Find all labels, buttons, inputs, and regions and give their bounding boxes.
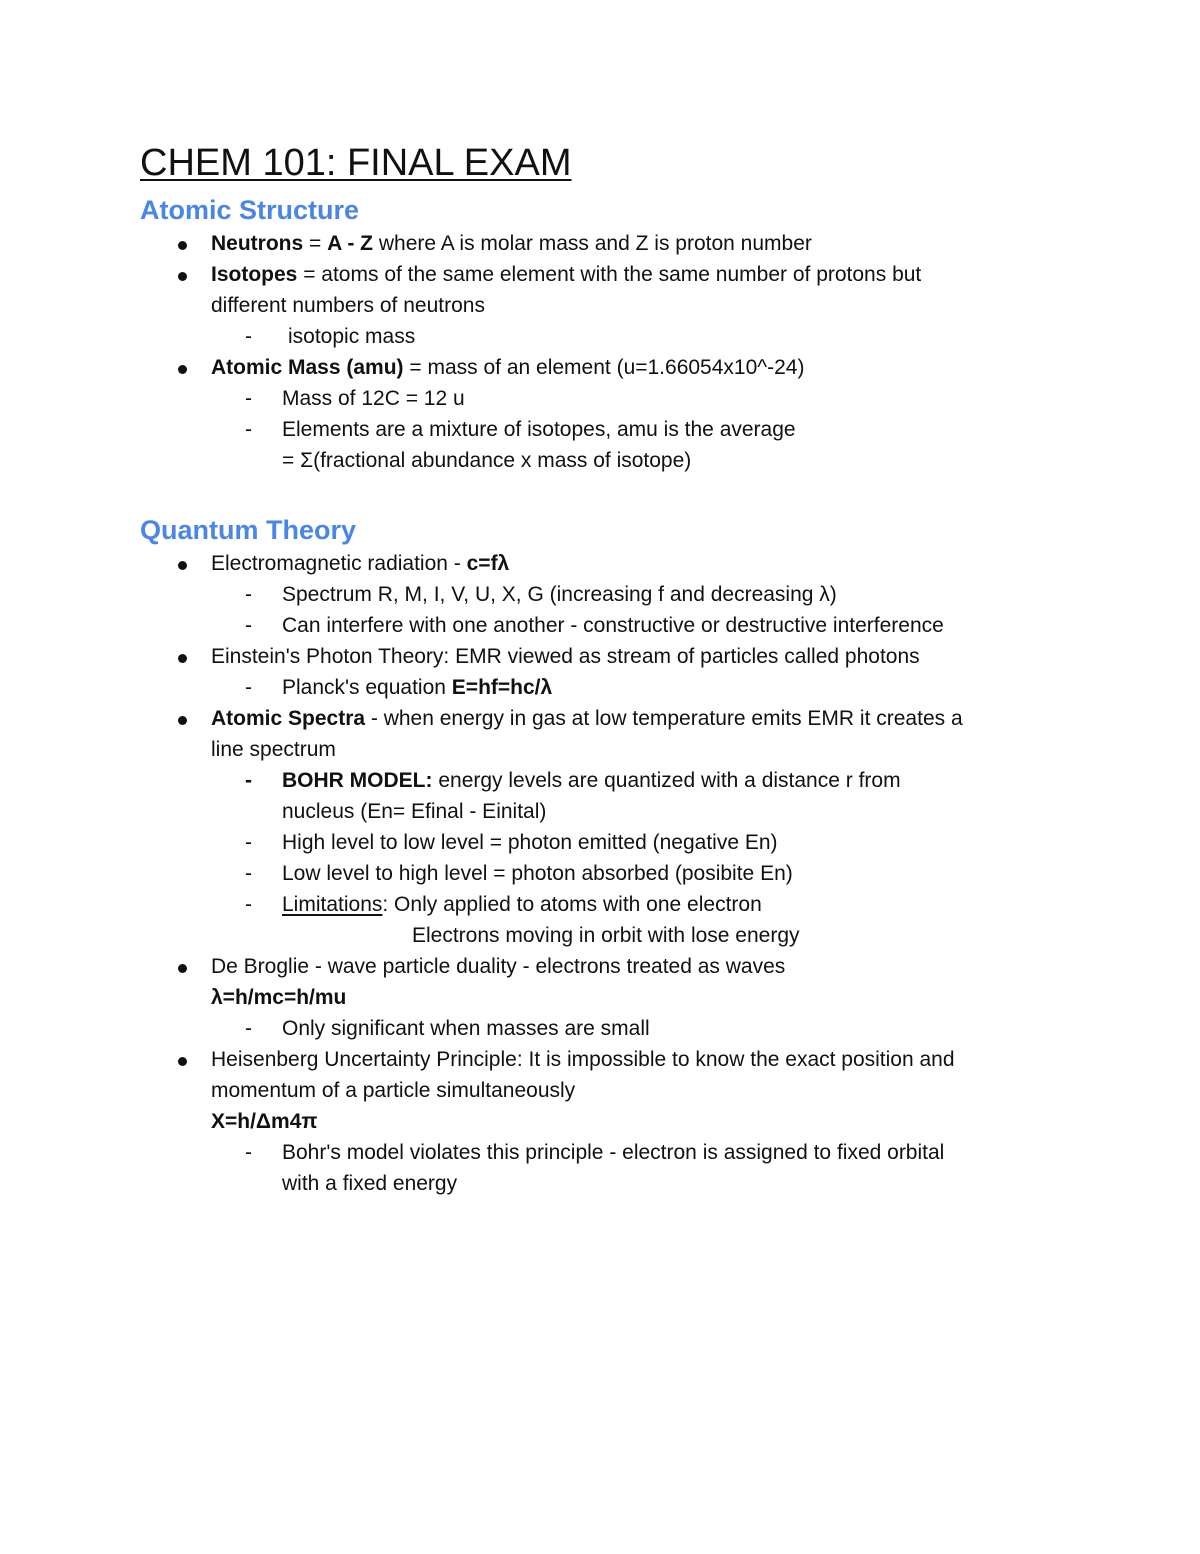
text-high-low: High level to low level = photon emitted (negative En) bbox=[282, 831, 778, 854]
dash-marker: - bbox=[245, 583, 252, 606]
list-item-neutrons bbox=[140, 228, 1070, 259]
sub-item-high-low bbox=[140, 827, 1070, 858]
dash-marker: - bbox=[245, 1141, 252, 1164]
document-page bbox=[140, 140, 1070, 1199]
heading-quantum-theory: Quantum Theory bbox=[140, 515, 357, 545]
dash-marker: - bbox=[245, 893, 252, 916]
list-item-atomic-mass bbox=[140, 352, 1070, 383]
term-isotopes: Isotopes bbox=[211, 263, 298, 286]
text-mixture-formula: = Σ(fractional abundance x mass of isotope) bbox=[282, 449, 692, 472]
text-limitations-cont: Electrons moving in orbit with lose energy bbox=[412, 924, 800, 947]
text-neutrons: where A is molar mass and Z is proton number bbox=[373, 232, 812, 255]
dash-marker: - bbox=[245, 831, 252, 854]
list-item-emr bbox=[140, 548, 1070, 579]
heading-atomic-structure: Atomic Structure bbox=[140, 195, 360, 225]
formula-neutrons: A - Z bbox=[327, 232, 374, 255]
bullet-icon bbox=[178, 1057, 187, 1066]
text-bohr-model-cont: nucleus (En= Efinal - Einital) bbox=[282, 800, 547, 823]
sub-item-planck bbox=[140, 672, 1070, 703]
document-title: CHEM 101: FINAL EXAM bbox=[140, 142, 572, 184]
sub-item-isotopic-mass bbox=[140, 321, 1070, 352]
list-item-isotopes bbox=[140, 259, 1070, 290]
list-item-einstein bbox=[140, 641, 1070, 672]
dash-marker: - bbox=[245, 325, 252, 348]
dash-marker: - bbox=[245, 418, 252, 441]
term-atomic-mass: Atomic Mass (amu) bbox=[211, 356, 404, 379]
text-interfere: Can interfere with one another - constructive or destructive interference bbox=[282, 614, 944, 637]
bullet-icon bbox=[178, 964, 187, 973]
sub-item-spectrum bbox=[140, 579, 1070, 610]
text-atomic-mass: = mass of an element (u=1.66054x10^-24) bbox=[403, 356, 805, 379]
dash-marker: - bbox=[245, 614, 252, 637]
text-equals: = bbox=[303, 232, 328, 255]
text-isotopes-cont: different numbers of neutrons bbox=[211, 294, 485, 317]
dash-marker: - bbox=[245, 769, 252, 792]
text-emr: Electromagnetic radiation - bbox=[211, 552, 467, 575]
text-limitations: : Only applied to atoms with one electron bbox=[382, 893, 762, 916]
text-spectrum: Spectrum R, M, I, V, U, X, G (increasing f and decreasing λ) bbox=[282, 583, 837, 606]
sub-item-low-high bbox=[140, 858, 1070, 889]
text-low-high: Low level to high level = photon absorbed (posibite En) bbox=[282, 862, 793, 885]
sub-item-bohr-violates bbox=[140, 1137, 1070, 1168]
text-de-broglie: De Broglie - wave particle duality - electrons treated as waves bbox=[211, 955, 786, 978]
bullet-icon bbox=[178, 241, 187, 250]
dash-marker: - bbox=[245, 1017, 252, 1040]
text-isotopic-mass: isotopic mass bbox=[288, 325, 416, 348]
list-item-de-broglie bbox=[140, 951, 1070, 982]
formula-heisenberg: X=h/Δm4π bbox=[211, 1110, 318, 1133]
dash-marker: - bbox=[245, 387, 252, 410]
text-isotopes: = atoms of the same element with the same number of protons but bbox=[297, 263, 922, 286]
sub-item-bohr-model bbox=[140, 765, 1070, 796]
bullet-icon bbox=[178, 716, 187, 725]
text-heisenberg: Heisenberg Uncertainty Principle: It is impossible to know the exact position and bbox=[211, 1048, 955, 1071]
text-atomic-spectra-cont: line spectrum bbox=[211, 738, 336, 761]
formula-de-broglie: λ=h/mc=h/mu bbox=[211, 986, 347, 1009]
sub-item-mass-12c bbox=[140, 383, 1070, 414]
bullet-icon bbox=[178, 272, 187, 281]
text-significant: Only significant when masses are small bbox=[282, 1017, 650, 1040]
dash-marker: - bbox=[245, 676, 252, 699]
sub-item-mixture bbox=[140, 414, 1070, 445]
text-mass-12c: Mass of 12C = 12 u bbox=[282, 387, 465, 410]
text-planck: Planck's equation bbox=[282, 676, 452, 699]
bullet-icon bbox=[178, 365, 187, 374]
text-bohr-violates: Bohr's model violates this principle - electron is assigned to fixed orbital bbox=[282, 1141, 945, 1164]
sub-item-limitations bbox=[140, 889, 1070, 920]
term-atomic-spectra: Atomic Spectra bbox=[211, 707, 366, 730]
bullet-icon bbox=[178, 654, 187, 663]
text-bohr-violates-cont: with a fixed energy bbox=[282, 1172, 458, 1195]
term-neutrons: Neutrons bbox=[211, 232, 304, 255]
dash-marker: - bbox=[245, 862, 252, 885]
sub-item-interfere bbox=[140, 610, 1070, 641]
formula-planck: E=hf=hc/λ bbox=[451, 676, 553, 699]
text-mixture: Elements are a mixture of isotopes, amu is the average bbox=[282, 418, 796, 441]
formula-emr: c=fλ bbox=[466, 552, 510, 575]
list-item-heisenberg bbox=[140, 1044, 1070, 1075]
term-bohr-model: BOHR MODEL: bbox=[282, 769, 433, 792]
text-heisenberg-cont: momentum of a particle simultaneously bbox=[211, 1079, 576, 1102]
bullet-icon bbox=[178, 561, 187, 570]
text-bohr-model: energy levels are quantized with a distance r from bbox=[432, 769, 901, 792]
text-atomic-spectra: - when energy in gas at low temperature emits EMR it creates a bbox=[365, 707, 963, 730]
list-item-atomic-spectra bbox=[140, 703, 1070, 734]
term-limitations: Limitations bbox=[282, 893, 383, 916]
sub-item-significant bbox=[140, 1013, 1070, 1044]
text-einstein: Einstein's Photon Theory: EMR viewed as stream of particles called photons bbox=[211, 645, 920, 668]
